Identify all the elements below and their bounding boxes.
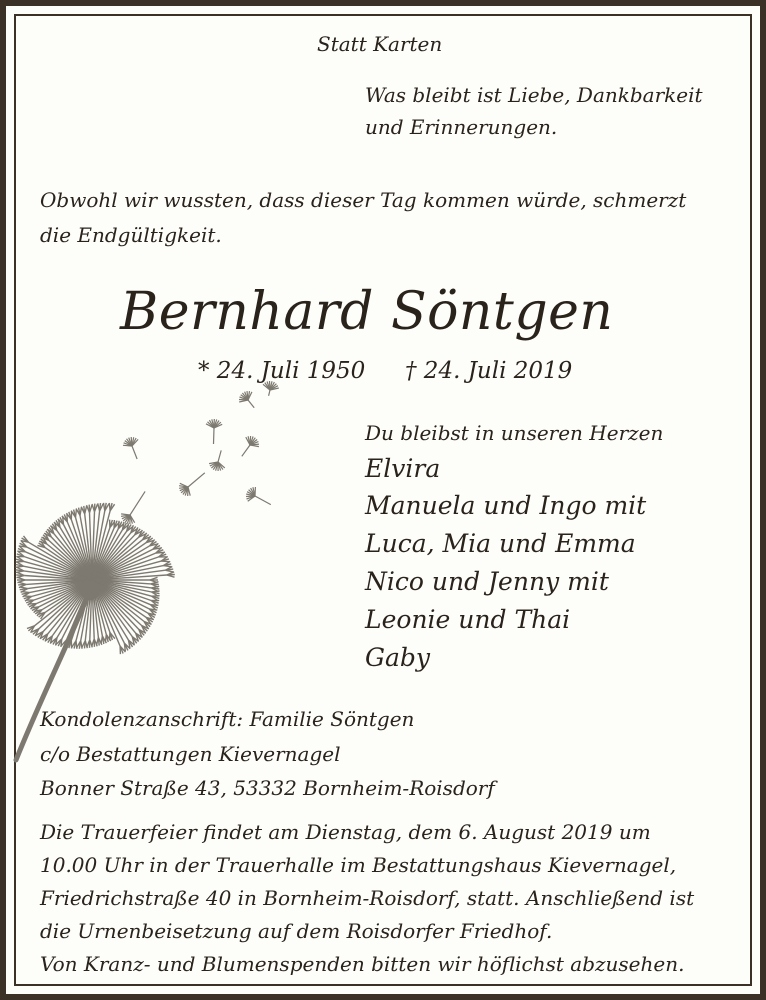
ceremony-line-3: Friedrichstraße 40 in Bornheim-Roisdorf, statt. Anschließend ist bbox=[40, 886, 695, 910]
intro-line-1: Obwohl wir wussten, dass dieser Tag kommen würde, schmerzt bbox=[40, 188, 687, 212]
intro-line-2: die Endgültigkeit. bbox=[40, 223, 222, 247]
family-member: Luca, Mia und Emma bbox=[365, 529, 636, 558]
family-intro: Du bleibst in unseren Herzen bbox=[365, 421, 664, 445]
deceased-name: Bernhard Söntgen bbox=[120, 282, 614, 342]
condolence-line-3: Bonner Straße 43, 53332 Bornheim-Roisdorf bbox=[40, 776, 495, 800]
family-member: Nico und Jenny mit bbox=[365, 567, 609, 596]
death-date: † 24. Juli 2019 bbox=[405, 358, 573, 384]
ceremony-line-2: 10.00 Uhr in der Trauerhalle im Bestattungshaus Kievernagel, bbox=[40, 853, 677, 877]
condolence-line-2: c/o Bestattungen Kievernagel bbox=[40, 742, 341, 766]
quote-line-1: Was bleibt ist Liebe, Dankbarkeit bbox=[365, 83, 703, 107]
quote-line-2: und Erinnerungen. bbox=[365, 115, 558, 139]
ceremony-line-1: Die Trauerfeier findet am Dienstag, dem 6. August 2019 um bbox=[40, 820, 651, 844]
family-member: Elvira bbox=[365, 454, 441, 483]
family-member: Manuela und Ingo mit bbox=[365, 491, 647, 520]
family-member: Gaby bbox=[365, 643, 431, 672]
statt-karten: Statt Karten bbox=[317, 32, 443, 56]
birth-date: * 24. Juli 1950 bbox=[198, 358, 366, 384]
ceremony-line-5: Von Kranz- und Blumenspenden bitten wir höflichst abzusehen. bbox=[40, 952, 685, 976]
ceremony-line-4: die Urnenbeisetzung auf dem Roisdorfer Friedhof. bbox=[40, 919, 553, 943]
family-member: Leonie und Thai bbox=[365, 605, 571, 634]
condolence-line-1: Kondolenzanschrift: Familie Söntgen bbox=[40, 707, 415, 731]
